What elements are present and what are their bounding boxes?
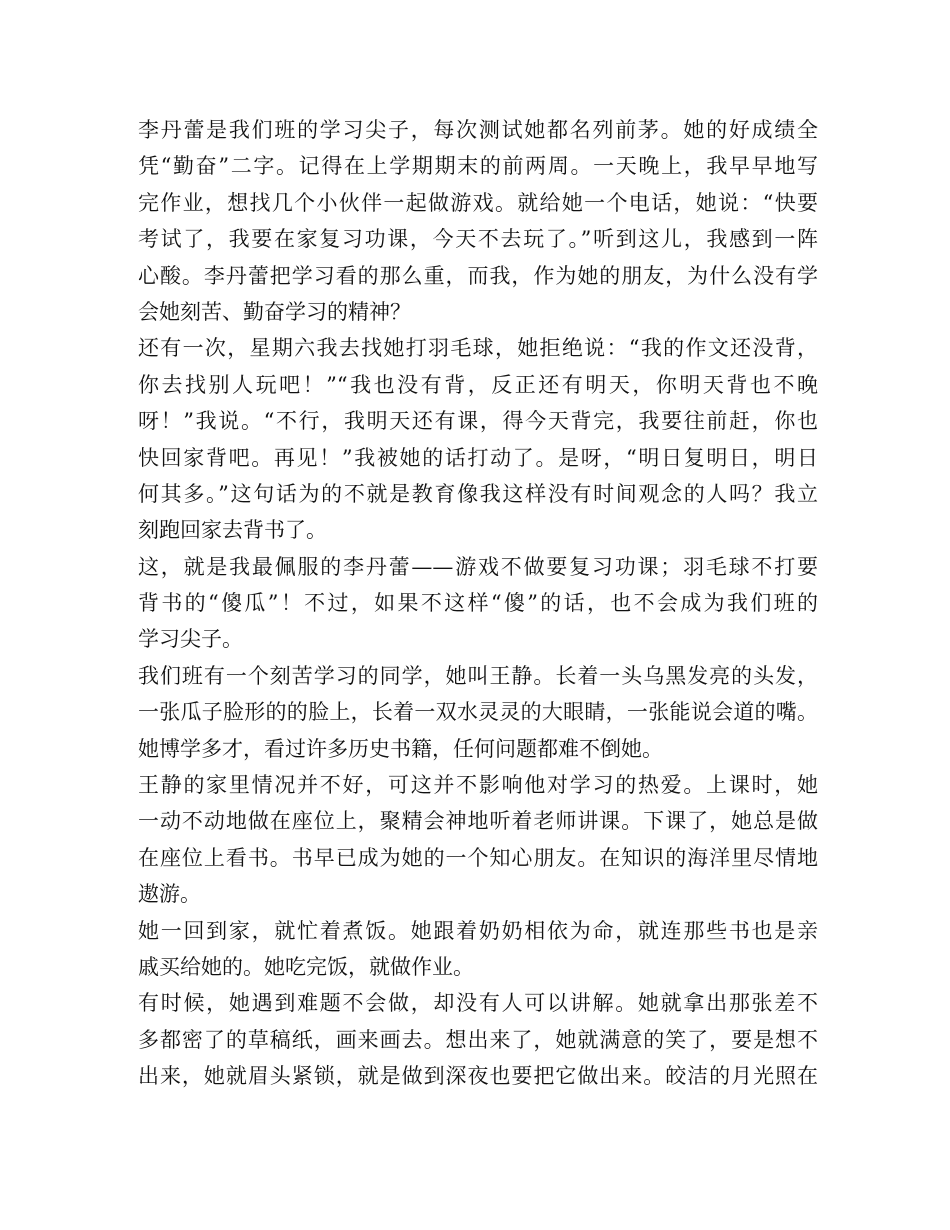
text-line: 我们班有一个刻苦学习的同学，她叫王静。长着一头乌黑发亮的头发， <box>138 663 818 688</box>
paragraph-6 <box>138 913 818 986</box>
document-body <box>138 112 818 1095</box>
text-line: 这，就是我最佩服的李丹蕾——游戏不做要复习功课；羽毛球不打要 <box>138 554 818 579</box>
text-line: 还有一次，星期六我去找她打羽毛球，她拒绝说：“我的作文还没背， <box>138 336 818 361</box>
text-line: 你去找别人玩吧！”“我也没有背，反正还有明天，你明天背也不晚 <box>138 372 818 397</box>
text-line: 在座位上看书。书早已成为她的一个知心朋友。在知识的海洋里尽情地 <box>138 845 818 870</box>
text-line: 会她刻苦、勤奋学习的精神？ <box>138 299 411 324</box>
paragraph-5 <box>138 767 818 913</box>
text-line: 学习尖子。 <box>138 627 243 652</box>
text-line: 呀！”我说。“不行，我明天还有课，得今天背完，我要往前赶，你也 <box>138 409 818 434</box>
text-line: 一动不动地做在座位上，聚精会神地听着老师讲课。下课了，她总是做 <box>138 809 818 834</box>
text-line: 戚买给她的。她吃完饭，就做作业。 <box>138 954 474 979</box>
text-line: 心酸。李丹蕾把学习看的那么重，而我，作为她的朋友，为什么没有学 <box>138 263 818 288</box>
paragraph-1 <box>138 112 818 330</box>
text-line: 多都密了的草稿纸，画来画去。想出来了，她就满意的笑了，要是想不 <box>138 1027 818 1052</box>
text-line: 背书的“傻瓜”！不过，如果不这样“傻”的话，也不会成为我们班的 <box>138 591 818 616</box>
text-line: 快回家背吧。再见！”我被她的话打动了。是呀，“明日复明日，明日 <box>138 445 818 470</box>
text-line: 一张瓜子脸形的的脸上，长着一双水灵灵的大眼睛，一张能说会道的嘴。 <box>138 700 818 725</box>
text-line: 李丹蕾是我们班的学习尖子，每次测试她都名列前茅。她的好成绩全 <box>138 118 818 142</box>
text-line: 她博学多才，看过许多历史书籍，任何问题都难不倒她。 <box>138 736 663 761</box>
text-line: 她一回到家，就忙着煮饭。她跟着奶奶相依为命，就连那些书也是亲 <box>138 918 818 943</box>
paragraph-3 <box>138 549 818 658</box>
paragraph-2 <box>138 330 818 548</box>
text-line: 出来，她就眉头紧锁，就是做到深夜也要把它做出来。皎洁的月光照在 <box>138 1064 818 1089</box>
text-line: 何其多。”这句话为的不就是教育像我这样没有时间观念的人吗？我立 <box>138 481 818 506</box>
text-line: 遨游。 <box>138 882 201 907</box>
text-line: 有时候，她遇到难题不会做，却没有人可以讲解。她就拿出那张差不 <box>138 991 818 1016</box>
text-line: 凭“勤奋”二字。记得在上学期期末的前两周。一天晚上，我早早地写 <box>138 154 818 179</box>
text-line: 考试了，我要在家复习功课，今天不去玩了。”听到这儿，我感到一阵 <box>138 227 818 252</box>
text-line: 完作业，想找几个小伙伴一起做游戏。就给她一个电话，她说：“快要 <box>138 190 818 215</box>
paragraph-7 <box>138 985 818 1094</box>
text-line: 王静的家里情况并不好，可这并不影响他对学习的热爱。上课时，她 <box>138 773 818 798</box>
text-line: 刻跑回家去背书了。 <box>138 518 327 543</box>
paragraph-4 <box>138 658 818 767</box>
